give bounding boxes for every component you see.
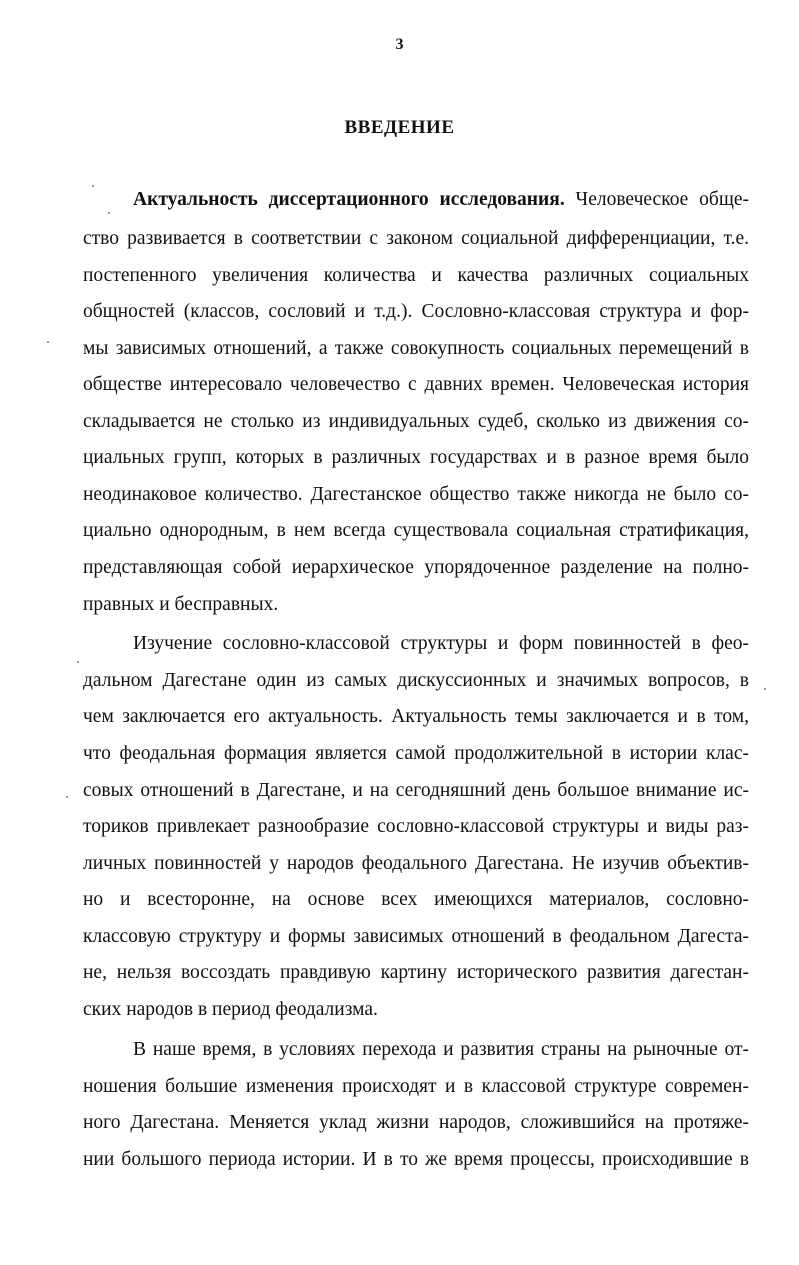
page-number: 3 bbox=[395, 36, 404, 53]
paragraph-2-line-1: Изучение сословно-классовой структуры и форм повинностей в фео- bbox=[133, 633, 749, 654]
text-line: ских народов в период феодализма. bbox=[83, 999, 378, 1020]
scan-speck bbox=[764, 688, 766, 690]
text-line: что феодальная формация является самой продолжительной в истории клас- bbox=[83, 743, 749, 764]
text-line: нии большого периода истории. И в то же время процессы, происходившие в bbox=[83, 1149, 749, 1170]
scan-speck bbox=[47, 341, 49, 343]
scan-speck bbox=[92, 185, 94, 187]
section-heading: ВВЕДЕНИЕ bbox=[344, 117, 455, 138]
paragraph-3-line-1: В наше время, в условиях перехода и развития страны на рыночные от- bbox=[133, 1039, 749, 1060]
text-line: ство развивается в соответствии с законом социальной дифференциации, т.е. bbox=[83, 228, 749, 249]
text-line: но и всесторонне, на основе всех имеющихся материалов, сословно- bbox=[83, 889, 749, 910]
text-line: постепенного увеличения количества и качества различных социальных bbox=[83, 265, 749, 286]
paragraph-1-first-rest: Человеческое обще- bbox=[564, 189, 749, 210]
text-line: чем заключается его актуальность. Актуальность темы заключается и в том, bbox=[83, 706, 749, 727]
scan-speck bbox=[108, 212, 110, 214]
paragraph-1-lead: Актуальность диссертационного исследования. bbox=[133, 189, 565, 210]
text-line: циальных групп, которых в различных государствах и в разное время было bbox=[83, 447, 749, 468]
text-line: складывается не столько из индивидуальных судеб, сколько из движения со- bbox=[83, 411, 749, 432]
text-line: общностей (классов, сословий и т.д.). Сословно-классовая структура и фор- bbox=[83, 301, 749, 322]
text-line: ториков привлекает разнообразие сословно-классовой структуры и виды раз- bbox=[83, 816, 749, 837]
paragraph-1-line-1 bbox=[133, 188, 749, 212]
text-line: представляющая собой иерархическое упорядоченное разделение на полно- bbox=[83, 557, 749, 578]
text-line: мы зависимых отношений, а также совокупность социальных перемещений в bbox=[83, 338, 749, 359]
scan-speck bbox=[77, 661, 79, 663]
text-line: совых отношений в Дагестане, и на сегодняшний день большое внимание ис- bbox=[83, 780, 749, 801]
text-line: циально однородным, в нем всегда существовала социальная стратификация, bbox=[83, 520, 749, 541]
text-line: обществе интересовало человечество с давних времен. Человеческая история bbox=[83, 374, 749, 395]
text-line: ного Дагестана. Меняется уклад жизни народов, сложившийся на протяже- bbox=[83, 1112, 749, 1133]
text-line: классовую структуру и формы зависимых отношений в феодальном Дагеста- bbox=[83, 926, 749, 947]
text-line: ношения большие изменения происходят и в классовой структуре современ- bbox=[83, 1076, 749, 1097]
scan-speck bbox=[66, 796, 68, 798]
text-line: личных повинностей у народов феодального Дагестана. Не изучив объектив- bbox=[83, 853, 749, 874]
text-line: неодинаковое количество. Дагестанское общество также никогда не было со- bbox=[83, 484, 749, 505]
text-line: правных и бесправных. bbox=[83, 594, 279, 615]
text-line: не, нельзя воссоздать правдивую картину исторического развития дагестан- bbox=[83, 962, 749, 983]
text-line: дальном Дагестане один из самых дискуссионных и значимых вопросов, в bbox=[83, 670, 749, 691]
